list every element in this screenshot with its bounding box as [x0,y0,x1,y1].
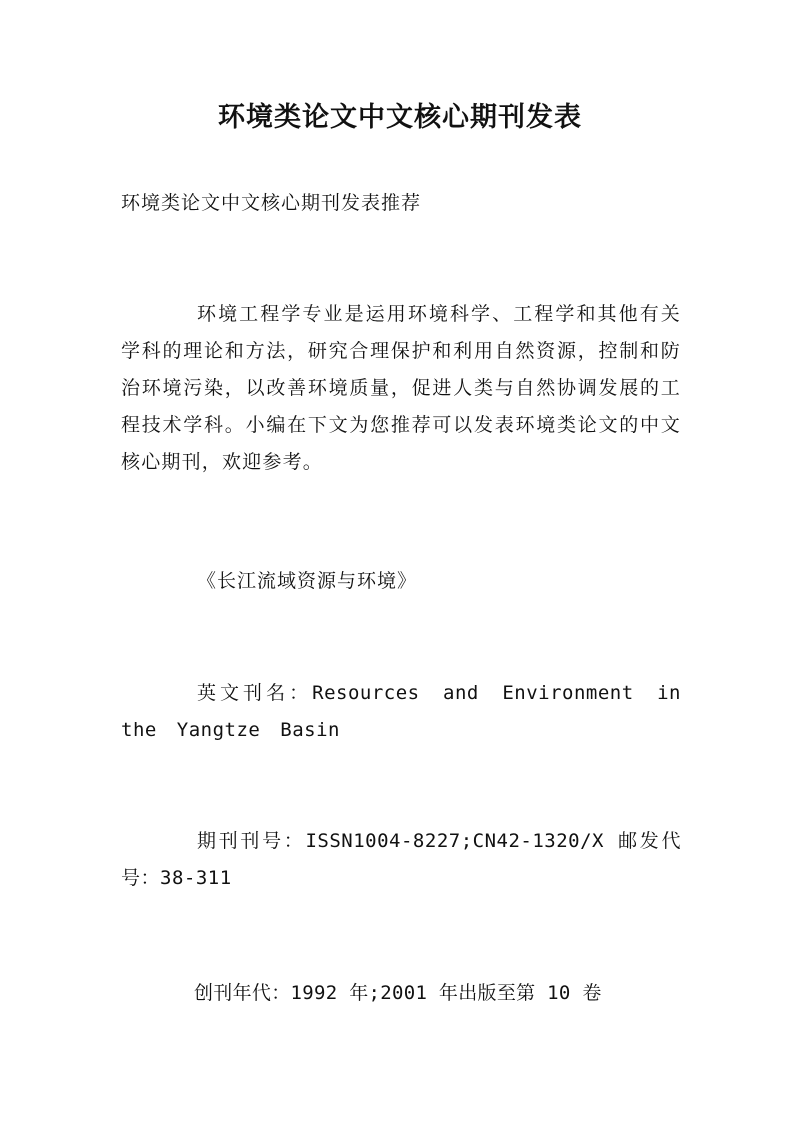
journal-name: 《长江流域资源与环境》 [197,570,418,592]
intro-paragraph: 环境工程学专业是运用环境科学、工程学和其他有关学科的理论和方法，研究合理保护和利用自然资源，控制和防治环境污染，以改善环境质量，促进人类与自然协调发展的工程技术学科。小编在下文为您推荐可以发表环境类论文的中文核心期刊，欢迎参考。 [121,303,681,473]
founded-paragraph: 创刊年代：1992 年;2001 年出版至第 10 卷 [194,982,602,1004]
issn-paragraph: 期刊刊号：ISSN1004-8227;CN42-1320/X 邮发代号：38-311 [121,830,681,889]
page-title: 环境类论文中文核心期刊发表 [218,102,582,133]
subtitle-paragraph: 环境类论文中文核心期刊发表推荐 [121,192,422,214]
english-name-paragraph: 英文刊名：Resources and Environment in the Yangtze Basin [121,682,681,741]
